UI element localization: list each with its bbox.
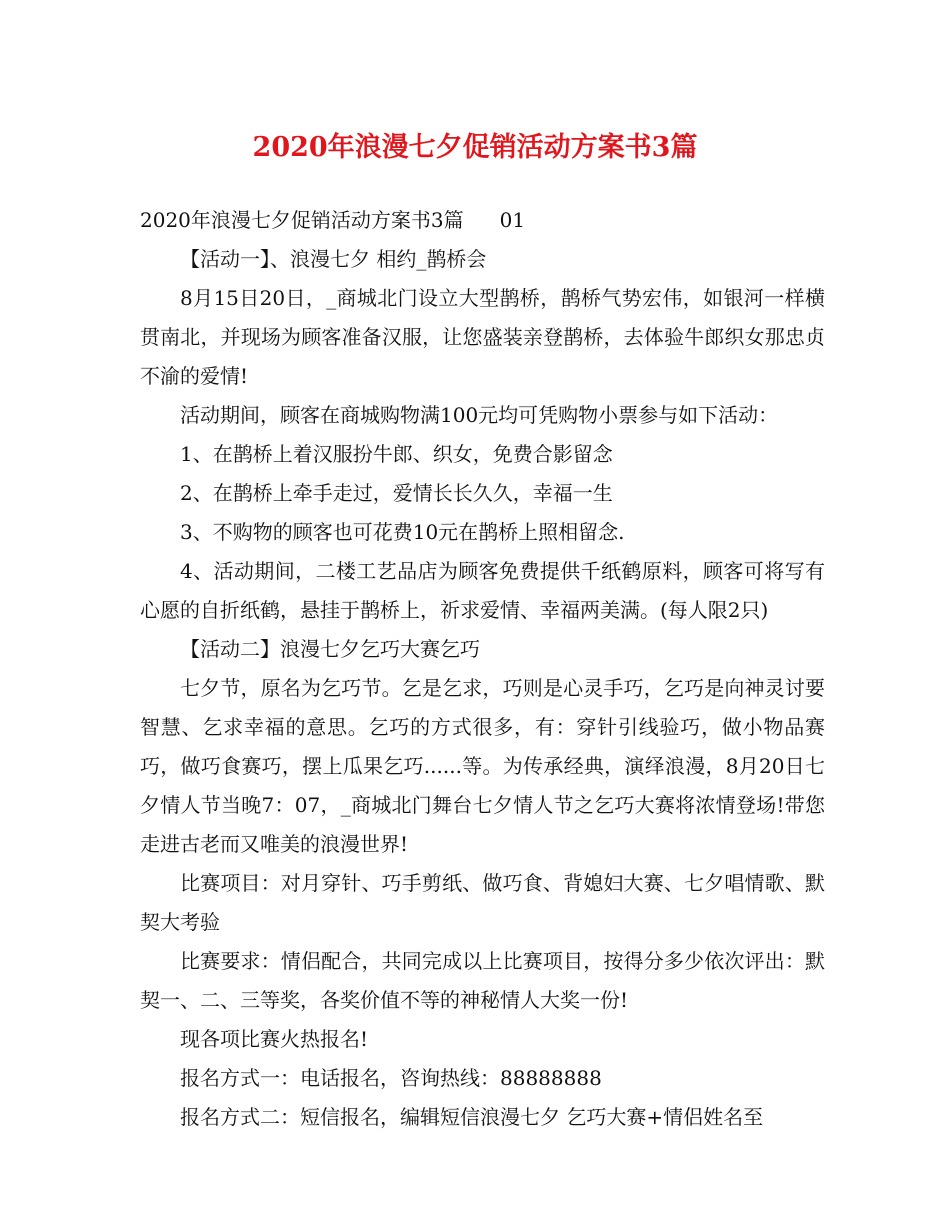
subtitle-number: 01 <box>499 208 526 232</box>
list-item-4: 4、活动期间，二楼工艺品店为顾客免费提供千纸鹤原料，顾客可将写有心愿的自折纸鹤，悬挂于鹊桥上，祈求爱情、幸福两美满。(每人限2只) <box>140 559 825 622</box>
paragraph-registration-phone: 报名方式一：电话报名，咨询热线：88888888 <box>180 1066 602 1090</box>
paragraph-registration-sms: 报名方式二：短信报名，编辑短信浪漫七夕 乞巧大赛+情侣姓名至 <box>180 1105 764 1129</box>
subtitle-text: 2020年浪漫七夕促销活动方案书3篇 <box>140 208 464 232</box>
list-item-1: 1、在鹊桥上着汉服扮牛郎、织女，免费合影留念 <box>180 442 613 466</box>
document-title: 2020年浪漫七夕促销活动方案书3篇 <box>252 132 698 163</box>
paragraph-magpie-bridge: 8月15日20日，_商城北门设立大型鹊桥，鹊桥气势宏伟，如银河一样横贯南北，并现场为顾客准备汉服，让您盛装亲登鹊桥，去体验牛郎织女那忠贞不渝的爱情! <box>140 286 825 388</box>
paragraph-activity-one-heading: 【活动一】、浪漫七夕 相约_鹊桥会 <box>180 247 487 271</box>
paragraph-activity-two-heading: 【活动二】浪漫七夕乞巧大赛乞巧 <box>180 637 480 661</box>
paragraph-competition-rules: 比赛要求：情侣配合，共同完成以上比赛项目，按得分多少依次评出：默契一、二、三等奖，各奖价值不等的神秘情人大奖一份! <box>140 949 825 1012</box>
paragraph-qiqiao-intro: 七夕节，原名为乞巧节。乞是乞求，巧则是心灵手巧，乞巧是向神灵讨要智慧、乞求幸福的意思。乞巧的方式很多，有：穿针引线验巧，做小物品赛巧，做巧食赛巧，摆上瓜果乞巧......等。为传承经典，演绎浪漫，8月20日七夕情人节当晚7：07，_商城北门舞台七夕情人节之乞巧大赛将浓情登场!带您走进古老而又唯美的浪漫世界! <box>140 676 825 856</box>
paragraph-registration-open: 现各项比赛火热报名! <box>180 1027 369 1051</box>
document-subtitle <box>140 201 825 240</box>
document-body <box>140 201 825 1137</box>
list-item-2: 2、在鹊桥上牵手走过，爱情长长久久，幸福一生 <box>180 481 613 505</box>
paragraph-competition-items: 比赛项目：对月穿针、巧手剪纸、做巧食、背媳妇大赛、七夕唱情歌、默契大考验 <box>140 871 825 934</box>
list-item-3: 3、不购物的顾客也可花费10元在鹊桥上照相留念. <box>180 520 625 544</box>
paragraph-activity-period: 活动期间，顾客在商城购物满100元均可凭购物小票参与如下活动： <box>180 403 779 427</box>
